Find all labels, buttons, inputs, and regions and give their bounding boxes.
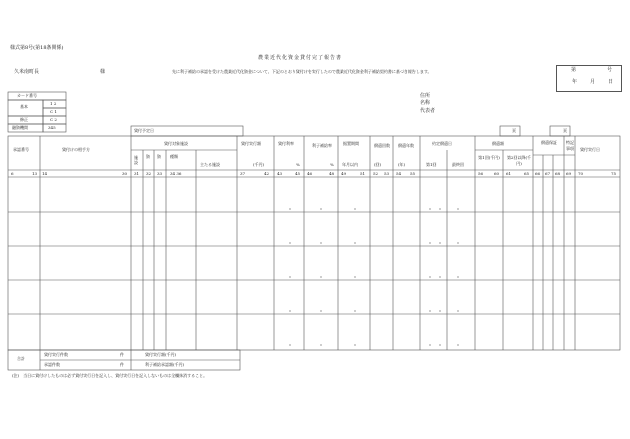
header-redeem-count: 償還回数: [374, 143, 390, 148]
header-special: 特記事項: [566, 140, 574, 151]
colnum-52: 52: [373, 171, 379, 176]
unit-years: (年): [398, 162, 406, 167]
colnum-65: 65: [524, 171, 530, 176]
footer-subsidy-amount: 利子補給承認額(千円): [145, 362, 185, 367]
colnum-70: 70: [578, 171, 584, 176]
colnum-14: 14: [42, 171, 48, 176]
report-date: 年 月 日: [572, 79, 618, 85]
name-label: 名称: [420, 100, 431, 106]
footer-approved-count: 承認件数: [44, 362, 60, 367]
header-first: 第1回: [426, 162, 437, 167]
page-label-2: 頁: [563, 128, 567, 133]
colnum-67: 67: [545, 171, 551, 176]
report-no-suffix: 号: [607, 67, 613, 73]
colnum-55: 55: [410, 171, 416, 176]
card-code-3: C 2: [50, 117, 57, 122]
address-label: 住所: [420, 93, 431, 99]
unit-ym: 年月以内: [342, 162, 358, 167]
colnum-43: 43: [277, 171, 283, 176]
unit-k-yen: (千円): [253, 162, 265, 167]
colnum-13: 13: [32, 171, 38, 176]
header-second-k: 第2回以降(千円): [506, 155, 532, 166]
colnum-34-36: 34 36: [170, 171, 182, 176]
header-approval-no: 承認番号: [13, 147, 29, 152]
header-main-facility: 主たる施設: [200, 162, 220, 167]
unit-pct-2: %: [330, 162, 334, 167]
colnum-45: 45: [295, 171, 301, 176]
footer-approved-unit: 件: [120, 362, 124, 367]
footer-amount-label: 貸付実行額(千円): [145, 352, 177, 357]
card-basic-label: 基本: [20, 104, 28, 109]
header-guarantee: 償還保証: [541, 140, 557, 145]
footer-count-unit: 件: [120, 352, 124, 357]
form-title: 農業近代化資金貸付完了報告書: [258, 55, 343, 61]
unit-pct: %: [296, 162, 300, 167]
intro-text: 先に利子補給の承認を受けた農業近代化資金について、下記のとおり貸付けを実行したので農業近代化資金利子補給契約書に基づき報告します。: [172, 69, 432, 74]
colnum-32: 32: [146, 171, 152, 176]
card-code-1: 1 2: [50, 101, 57, 106]
colnum-66: 66: [535, 171, 541, 176]
header-first-k: 第1回(千円): [478, 155, 500, 160]
colnum-37: 37: [240, 171, 246, 176]
header-col-b: 資: [146, 154, 150, 159]
colnum-48: 48: [329, 171, 335, 176]
card-fix-label: 修正: [20, 117, 28, 122]
header-period: 据置期間: [343, 141, 359, 146]
colnum-51: 51: [360, 171, 366, 176]
lending-institution-label: 融資機関: [12, 125, 28, 130]
colnum-68: 68: [555, 171, 561, 176]
header-col-facility: 施設: [134, 155, 138, 165]
colnum-53: 53: [384, 171, 390, 176]
card-number-label: カード番号: [17, 93, 37, 98]
header-last: 最終回: [452, 162, 464, 167]
colnum-75: 75: [611, 171, 617, 176]
colnum-31: 31: [134, 171, 140, 176]
footer-count-label: 貸付実行件数: [44, 352, 68, 357]
colnum-49: 49: [341, 171, 347, 176]
footnote: (注) 当日に貸付けしたものは必ず貸付実行日を記入し、貸付実行日を記入しないものは全欄抹消すること。: [12, 373, 208, 378]
colnum-46: 46: [307, 171, 313, 176]
header-borrower: 貸付けの相手方: [62, 147, 90, 152]
colnum-56: 56: [478, 171, 484, 176]
footer-total: 合計: [17, 356, 25, 361]
colnum-42: 42: [264, 171, 270, 176]
colnum-54: 54: [396, 171, 402, 176]
colnum-6: 6: [11, 171, 14, 176]
report-no-prefix: 第: [571, 67, 577, 73]
header-agreed-date: 約定償還日: [432, 141, 452, 146]
header-redeem-amount: 償還額: [492, 141, 504, 146]
honorific: 様: [100, 69, 106, 75]
lending-institution-code: 345: [48, 125, 56, 130]
form-number: 様式第8号(第18条関係): [10, 45, 64, 51]
card-code-2: C 1: [50, 109, 57, 114]
page-label-1: 頁: [512, 128, 516, 133]
header-amount: 貸付実行額: [241, 141, 261, 146]
plan-date-label: 貸付予定日: [134, 128, 154, 133]
colnum-30: 30: [122, 171, 128, 176]
colnum-33: 33: [157, 171, 163, 176]
header-exec-date: 貸付実行日: [580, 147, 600, 152]
header-redeem-years: 償還年数: [398, 143, 414, 148]
colnum-69: 69: [566, 171, 572, 176]
header-target: 貸付対象施設: [164, 141, 188, 146]
addressee: 久米南町長: [14, 69, 40, 75]
header-col-fund: 資: [157, 154, 161, 159]
header-subsidy: 利子補給率: [312, 143, 332, 148]
colnum-61: 61: [506, 171, 512, 176]
colnum-60: 60: [494, 171, 500, 176]
rep-label: 代表者: [420, 108, 436, 114]
header-rate: 貸付利率: [278, 141, 294, 146]
unit-times: (回): [374, 162, 382, 167]
header-kinds: 種類: [170, 154, 178, 159]
